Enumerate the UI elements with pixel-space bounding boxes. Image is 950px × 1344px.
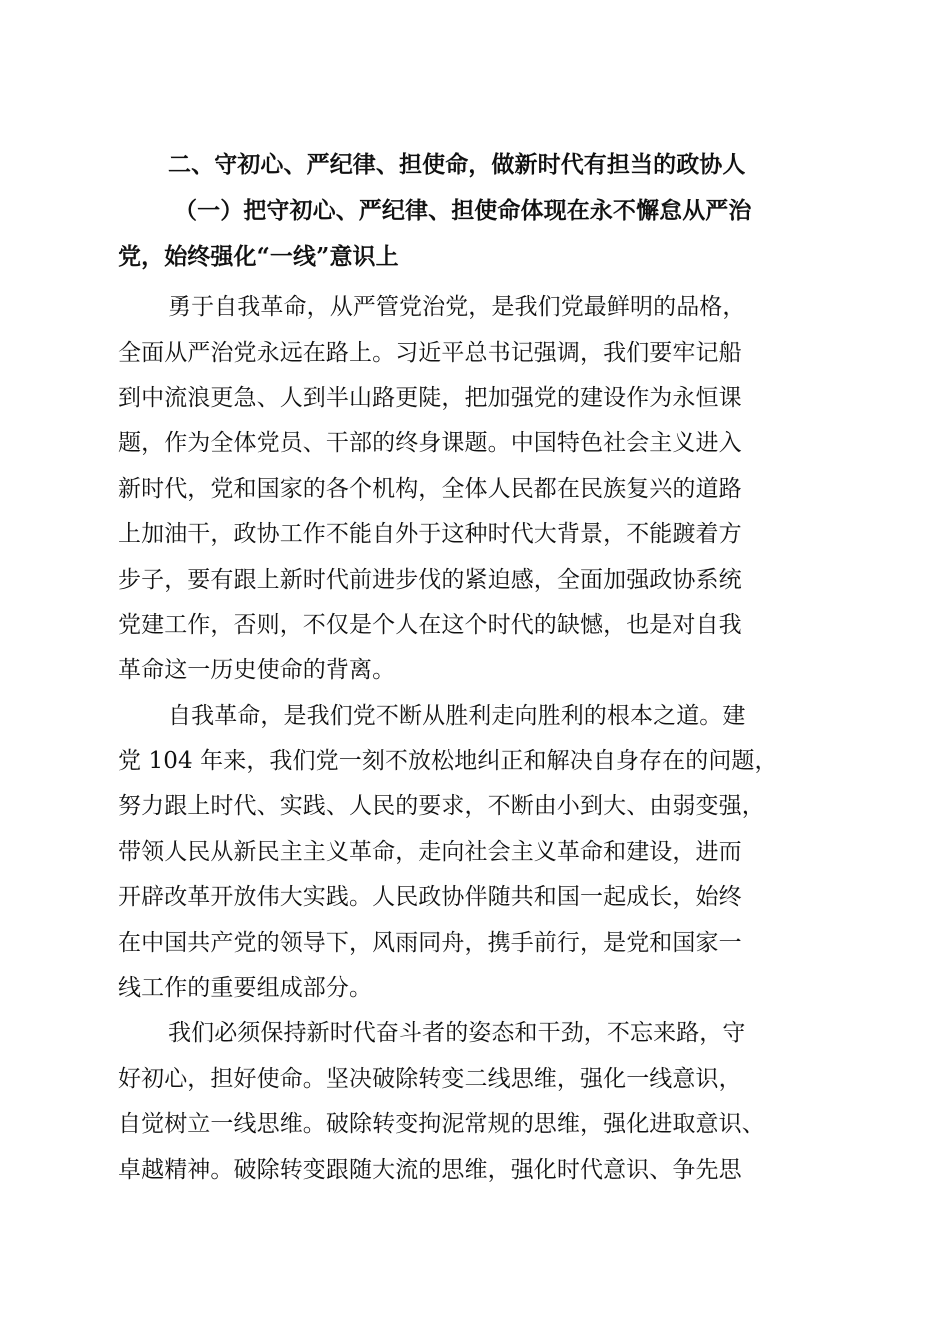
- paragraph-line: 带领人民从新民主主义革命，走向社会主义革命和建设，进而: [118, 838, 742, 865]
- paragraph-line: 努力跟上时代、实践、人民的要求，不断由小到大、由弱变强，: [118, 793, 765, 820]
- paragraph-line: 在中国共产党的领导下，风雨同舟，携手前行，是党和国家一: [118, 929, 742, 956]
- paragraph: [118, 694, 830, 1012]
- paragraph-line: 自我革命，是我们党不断从胜利走向胜利的根本之道。建: [168, 702, 746, 729]
- paragraph-line: 线工作的重要组成部分。: [118, 975, 373, 1002]
- paragraph: [118, 1011, 830, 1193]
- paragraph-line: 勇于自我革命，从严管党治党，是我们党最鲜明的品格，: [168, 294, 746, 321]
- subsection-title-line: 党，始终强化“一线”意识上: [118, 242, 399, 270]
- section-title: 二、守初心、严纪律、担使命，做新时代有担当的政协人: [168, 152, 746, 178]
- paragraph-line: 新时代，党和国家的各个机构，全体人民都在民族复兴的道路: [118, 475, 742, 502]
- document-body: [118, 143, 830, 1193]
- paragraph-line: 题，作为全体党员、干部的终身课题。中国特色社会主义进入: [118, 430, 742, 457]
- paragraph-line: 党 104 年来，我们党一刻不放松地纠正和解决自身存在的问题，: [118, 748, 778, 775]
- paragraph-line: 党建工作，否则，不仅是个人在这个时代的缺憾，也是对自我: [118, 611, 742, 638]
- subsection-title-line: （一）把守初心、严纪律、担使命体现在永不懈怠从严治: [174, 197, 752, 225]
- paragraph-line: 上加油干，政协工作不能自外于这种时代大背景，不能踱着方: [118, 521, 742, 548]
- paragraph-line: 我们必须保持新时代奋斗者的姿态和干劲，不忘来路，守: [168, 1020, 746, 1047]
- paragraph-line: 步子，要有跟上新时代前进步伐的紧迫感，全面加强政协系统: [118, 566, 742, 593]
- paragraph-line: 到中流浪更急、人到半山路更陡，把加强党的建设作为永恒课: [118, 384, 742, 411]
- paragraph: [118, 285, 830, 694]
- paragraph-line: 革命这一历史使命的背离。: [118, 657, 396, 684]
- paragraph-line: 卓越精神。破除转变跟随大流的思维，强化时代意识、争先思: [118, 1156, 742, 1183]
- paragraph-line: 自觉树立一线思维。破除转变拘泥常规的思维，强化进取意识、: [118, 1111, 765, 1138]
- paragraph-line: 开辟改革开放伟大实践。人民政协伴随共和国一起成长，始终: [118, 884, 742, 911]
- paragraph-line: 好初心，担好使命。坚决破除转变二线思维，强化一线意识，: [118, 1065, 742, 1092]
- paragraph-line: 全面从严治党永远在路上。习近平总书记强调，我们要牢记船: [118, 339, 742, 366]
